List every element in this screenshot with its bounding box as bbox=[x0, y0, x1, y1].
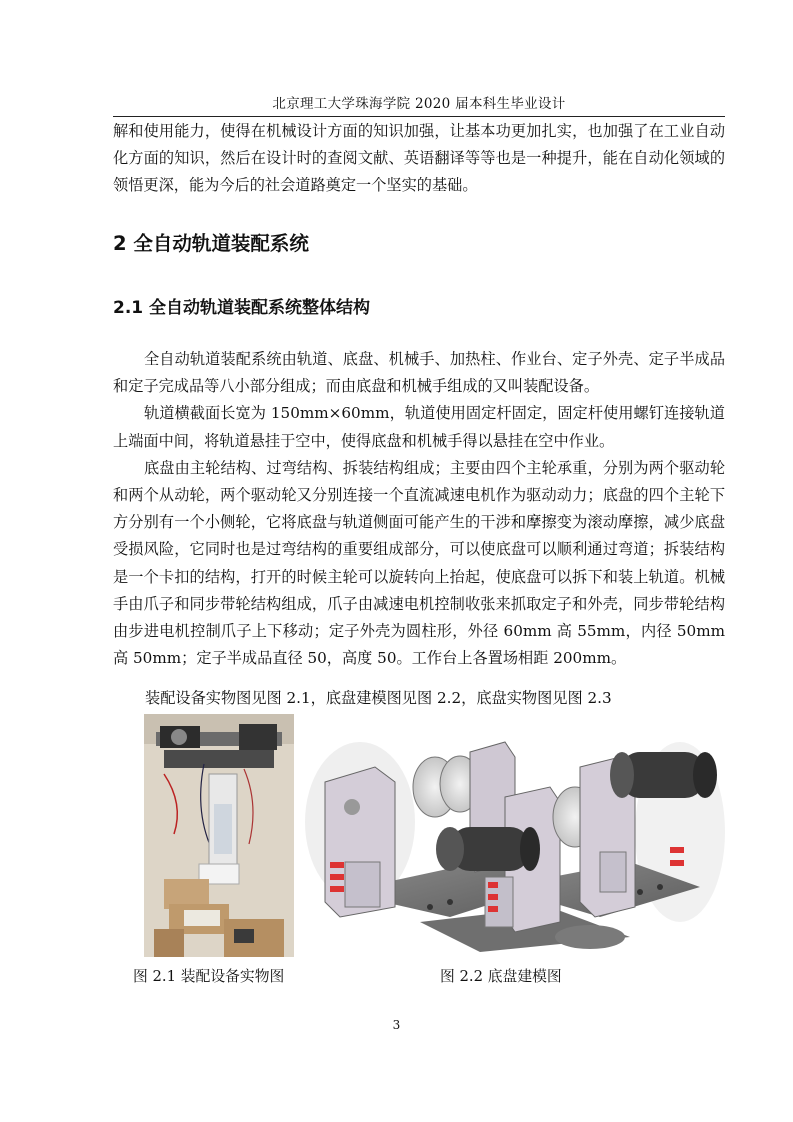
assembly-device-photo bbox=[144, 714, 294, 957]
figure-caption: 图 2.1 装配设备实物图 bbox=[133, 968, 285, 985]
paragraph: 底盘由主轮结构、过弯结构、拆装结构组成；主要由四个主轮承重，分别为两个驱动轮和两个从动轮，两个驱动轮又分别连接一个直流减速电机作为驱动动力；底盘的四个主轮下方分别有一个小侧轮，它将底盘与轨道侧面可能产生的干涉和摩擦变为滚动摩擦，减少底盘受损风险，它同时也是过弯结构的重要组成部分，可以使底盘可以顺利通过弯道；拆装结构是一个卡扣的结构，打开的时候主轮可以旋转向上抬起，使底盘可以拆下和装上轨道。机械手由爪子和同步带轮结构组成，爪子由减速电机控制收张来抓取定子和外壳，同步带轮结构由步进电机控制爪子上下移动；定子外壳为圆柱形，外径 60mm 高 55mm，内径 50mm 高 50mm；定子半成品直径 50，高度 50。工作台上各置场相距 200mm。 bbox=[113, 458, 725, 668]
assembly-device-illustration bbox=[144, 714, 294, 957]
subsection-heading: 2.1 全自动轨道装配系统整体结构 bbox=[113, 298, 371, 318]
body-paragraphs bbox=[113, 346, 725, 672]
section-heading: 2 全自动轨道装配系统 bbox=[113, 232, 309, 255]
paragraph: 全自动轨道装配系统由轨道、底盘、机械手、加热柱、作业台、定子外壳、定子半成品和定子完成品等八小部分组成；而由底盘和机械手组成的又叫装配设备。 bbox=[113, 350, 725, 396]
page-number: 3 bbox=[392, 1018, 401, 1032]
chassis-model-illustration bbox=[300, 712, 728, 957]
continuation-paragraph bbox=[113, 118, 725, 200]
figure-caption: 图 2.2 底盘建模图 bbox=[440, 968, 562, 985]
paragraph: 解和使用能力，使得在机械设计方面的知识加强，让基本功更加扎实，也加强了在工业自动化方面的知识，然后在设计时的查阅文献、英语翻译等等也是一种提升，能在自动化领域的领悟更深，能为今后的社会道路奠定一个坚实的基础。 bbox=[113, 122, 725, 195]
paragraph: 轨道横截面长宽为 150mm×60mm，轨道使用固定杆固定，固定杆使用螺钉连接轨道上端面中间，将轨道悬挂于空中，使得底盘和机械手得以悬挂在空中作业。 bbox=[113, 404, 725, 450]
figure-intro: 装配设备实物图见图 2.1，底盘建模图见图 2.2，底盘实物图见图 2.3 bbox=[145, 689, 612, 707]
running-header: 北京理工大学珠海学院 2020 届本科生毕业设计 bbox=[272, 96, 566, 112]
header-rule bbox=[113, 116, 725, 117]
chassis-model-render bbox=[300, 712, 728, 957]
